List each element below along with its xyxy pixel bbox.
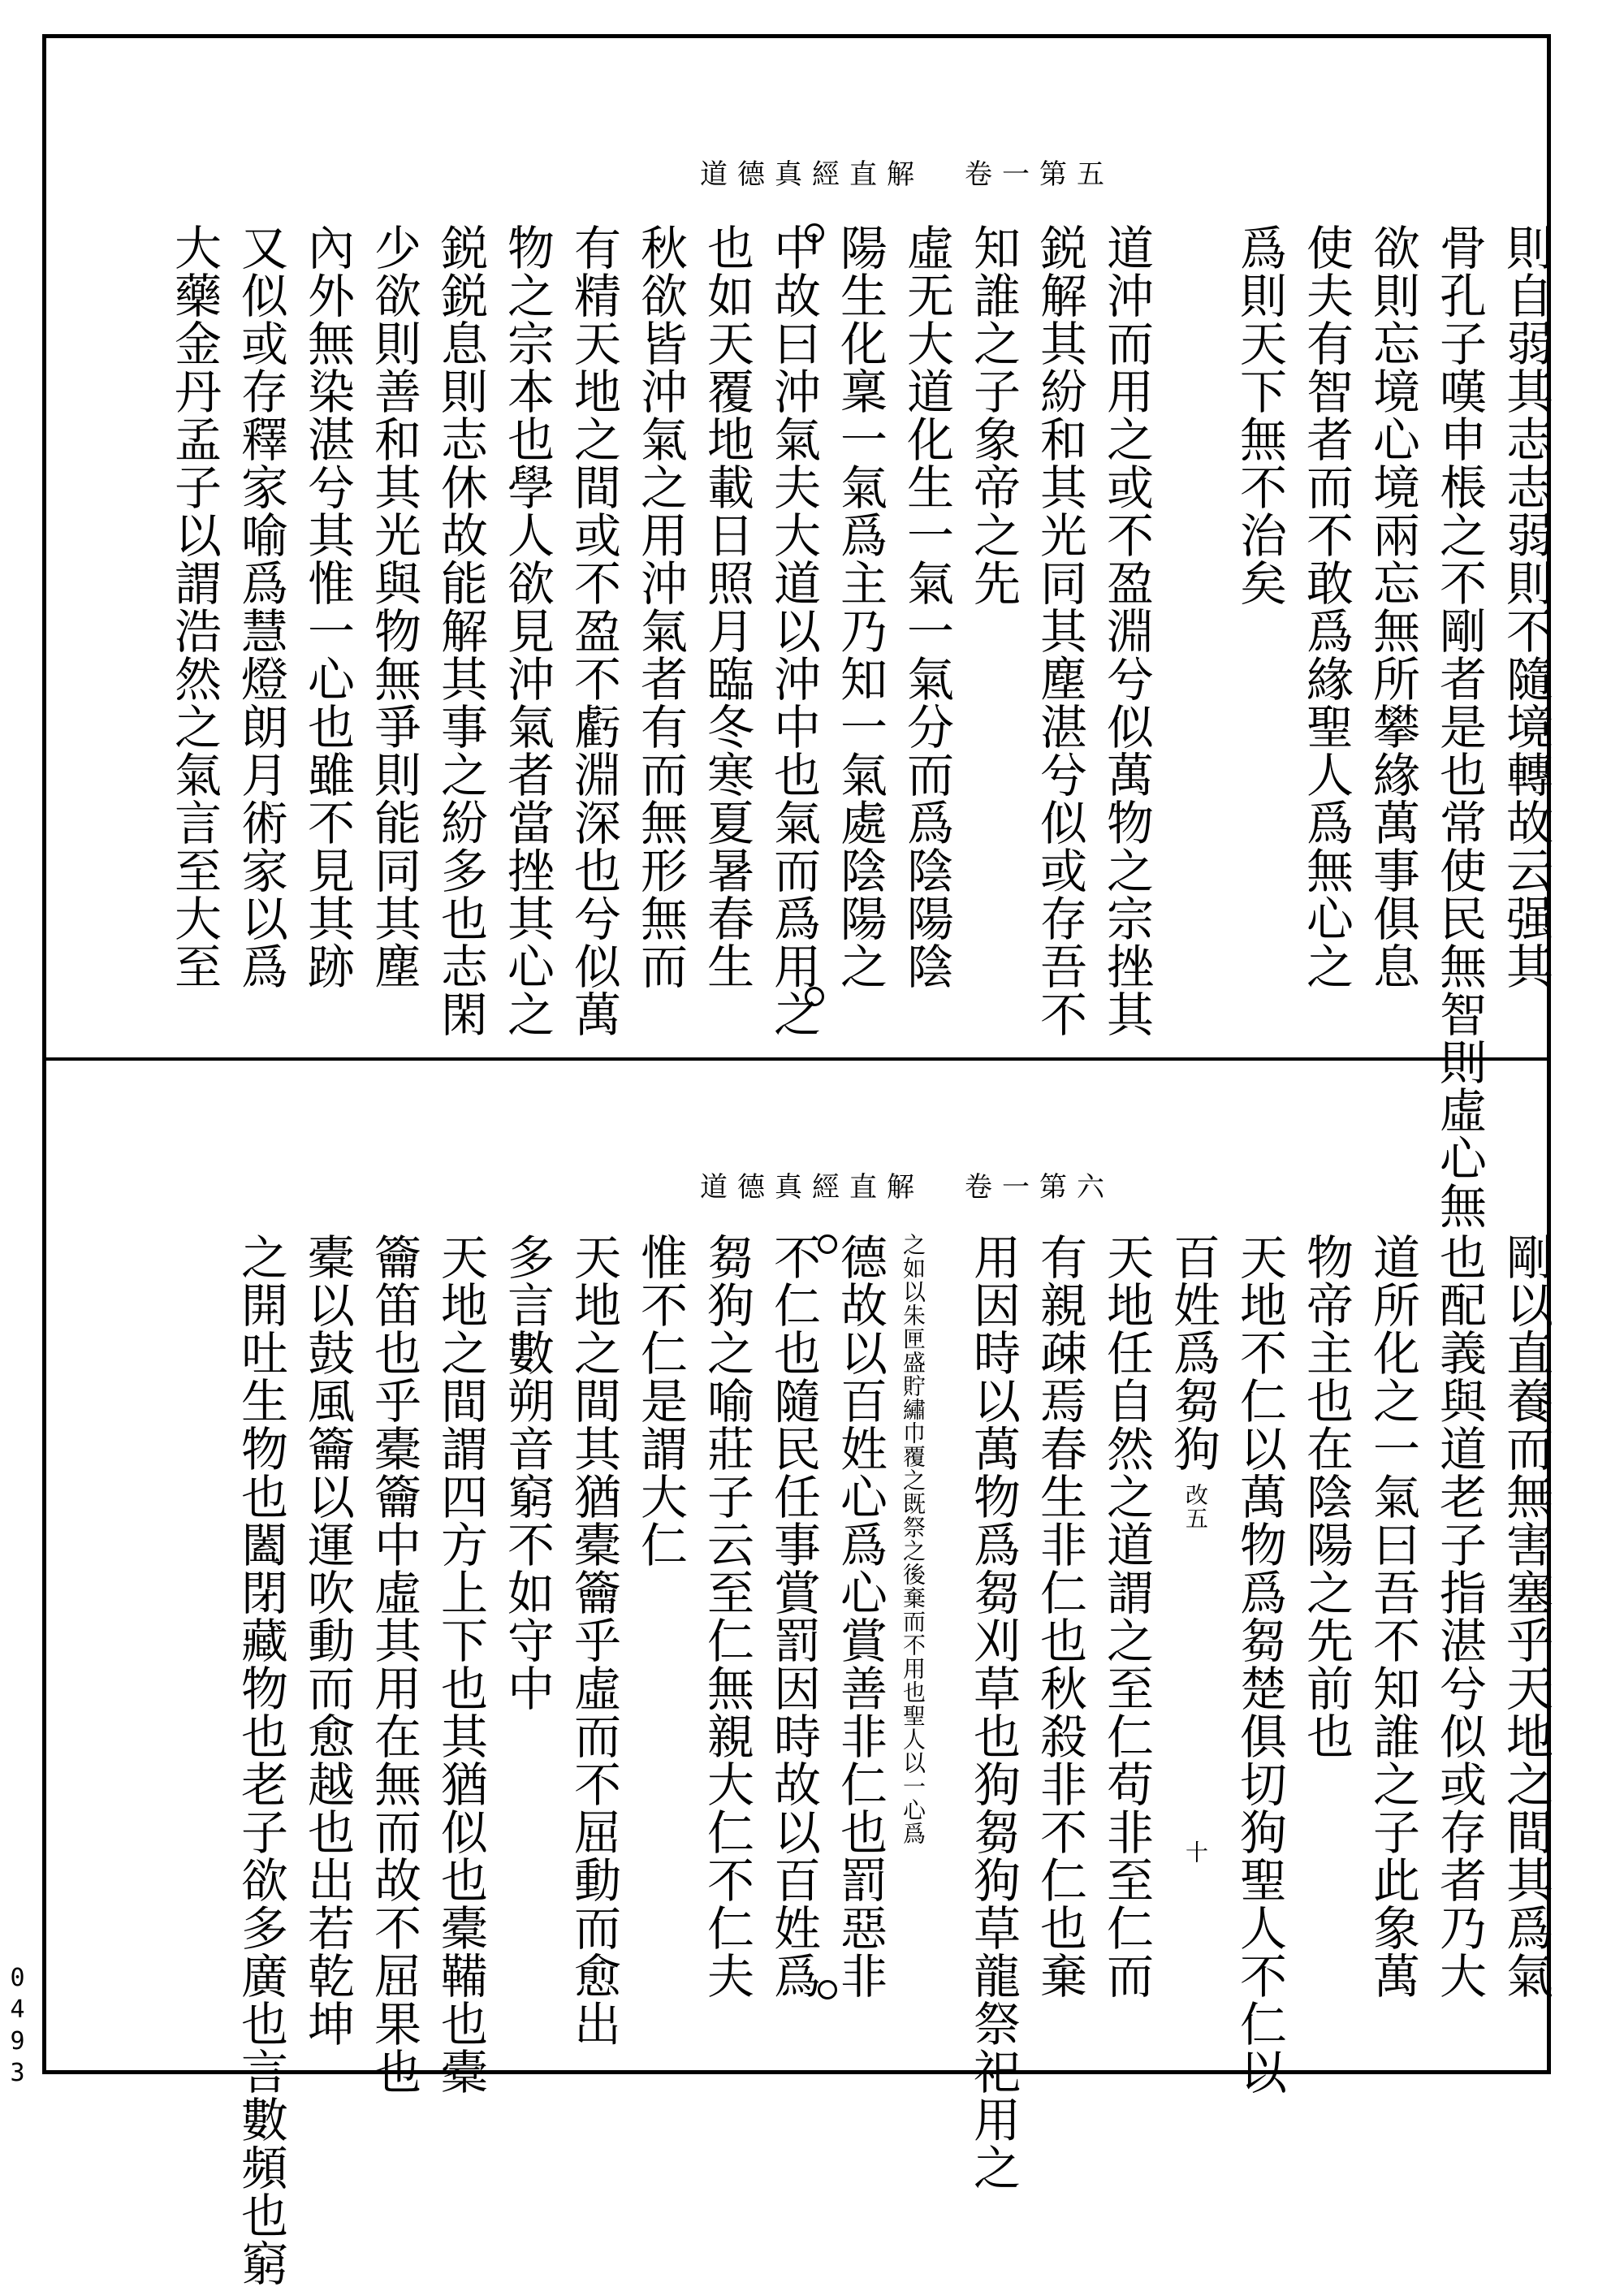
margin-note: 十 bbox=[1182, 1840, 1209, 1864]
top-column-19: 內外無染湛兮其惟一心也雖不見其跡 bbox=[300, 223, 355, 990]
top-column-13: 也如天覆地載日照月臨冬寒夏暑春生 bbox=[699, 223, 754, 990]
top-column-15: 有精天地之間或不盈不虧淵深也兮似萬 bbox=[566, 223, 621, 1038]
bottom-column-12: 不仁也隨民任事賞罰因時故以百姓爲 bbox=[766, 1233, 821, 2000]
top-page-header bbox=[663, 152, 1151, 192]
section-circle-mark bbox=[805, 987, 824, 1006]
bottom-column-11: 德故以百姓心爲心賞善非仁也罰惡非 bbox=[832, 1233, 888, 2000]
bottom-column-8: 有親疎焉春生非仁也秋殺非不仁也棄 bbox=[1032, 1233, 1087, 2000]
bottom-column-4: 物帝主也在陰陽之先前也 bbox=[1298, 1233, 1354, 1760]
section-circle-mark bbox=[805, 223, 824, 243]
bottom-column-10: 之如以朱匣盛貯繡巾覆之既祭之後棄而不用也聖人以一心爲 bbox=[900, 1233, 926, 1845]
margin-note: 改五 bbox=[1182, 1483, 1209, 1530]
bottom-header-volume: 卷一第六 bbox=[965, 1171, 1114, 1204]
top-column-11: 陽生化稟一氣爲主乃知一氣處陰陽之 bbox=[832, 223, 888, 990]
top-column-2: 骨孔子嘆申棖之不剛者是也常使民無智則虛心無 bbox=[1432, 223, 1487, 1230]
bottom-column-9: 用因時以萬物爲芻刈草也狗芻狗草龍祭祀用之 bbox=[965, 1233, 1021, 2191]
top-column-21: 大藥金丹孟子以謂浩然之氣言至大至 bbox=[166, 223, 222, 990]
top-header-title: 道德真經直解 bbox=[700, 158, 924, 191]
page-number: 0493 bbox=[3, 1964, 32, 2090]
top-column-12: 中故曰沖氣夫大道以沖中也氣而爲用之 bbox=[766, 223, 821, 1038]
bottom-column-14: 惟不仁是謂大仁 bbox=[633, 1233, 688, 1568]
top-header-volume: 卷一第五 bbox=[965, 158, 1114, 191]
bottom-column-17: 天地之間謂四方上下也其猶似也橐鞴也橐 bbox=[433, 1233, 488, 2095]
bottom-column-6: 百姓爲芻狗 bbox=[1165, 1233, 1220, 1472]
bottom-page-panel bbox=[46, 1061, 1553, 2287]
top-column-8: 鋭解其紛和其光同其塵湛兮似或存吾不 bbox=[1032, 223, 1087, 1038]
top-column-18: 少欲則善和其光與物無爭則能同其塵 bbox=[366, 223, 421, 990]
top-column-4: 使夫有智者而不敢爲緣聖人爲無心之 bbox=[1298, 223, 1354, 990]
top-column-17: 鋭鋭息則志休故能解其事之紛多也志閑 bbox=[433, 223, 488, 1038]
top-column-1: 則自弱其志志弱則不隨境轉故云强其 bbox=[1498, 223, 1553, 990]
bottom-column-1: 剛以直養而無害塞乎天地之間其爲氣 bbox=[1498, 1233, 1553, 2000]
top-column-9: 知誰之子象帝之先 bbox=[965, 223, 1021, 607]
bottom-column-7: 天地任自然之道謂之至仁苟非至仁而 bbox=[1099, 1233, 1154, 2000]
bottom-column-16: 多言數朔音窮不如守中 bbox=[499, 1233, 555, 1712]
bottom-column-15: 天地之間其猶橐籥乎虛而不屈動而愈出 bbox=[566, 1233, 621, 2047]
bottom-column-5: 天地不仁以萬物爲芻楚俱切狗聖人不仁以 bbox=[1232, 1233, 1287, 2095]
top-column-5: 爲則天下無不治矣 bbox=[1232, 223, 1287, 607]
bottom-column-18: 籥笛也乎橐籥中虛其用在無而故不屈果也 bbox=[366, 1233, 421, 2095]
top-column-7: 道沖而用之或不盈淵兮似萬物之宗挫其 bbox=[1099, 223, 1154, 1038]
bottom-column-2: 也配義與道老子指湛兮似或存者乃大 bbox=[1432, 1233, 1487, 2000]
bottom-page-header bbox=[663, 1165, 1151, 1204]
bottom-header-title: 道德真經直解 bbox=[700, 1171, 924, 1204]
top-column-14: 秋欲皆沖氣之用沖氣者有而無形無而 bbox=[633, 223, 688, 990]
section-circle-mark bbox=[818, 1234, 837, 1254]
top-column-3: 欲則忘境心境兩忘無所攀緣萬事俱息 bbox=[1365, 223, 1420, 990]
top-column-20: 又似或存釋家喻爲慧燈朗月術家以爲 bbox=[233, 223, 288, 990]
top-column-10: 虛无大道化生一氣一氣分而爲陰陽陰 bbox=[899, 223, 954, 990]
bottom-column-20: 之開吐生物也闔閉藏物也老子欲多廣也言數頻也窮 bbox=[233, 1233, 288, 2287]
section-circle-mark bbox=[818, 1980, 837, 2000]
bottom-column-3: 道所化之一氣曰吾不知誰之子此象萬 bbox=[1365, 1233, 1420, 2000]
bottom-column-19: 橐以鼓風籥以運吹動而愈越也出若乾坤 bbox=[300, 1233, 355, 2047]
top-column-16: 物之宗本也學人欲見沖氣者當挫其心之 bbox=[499, 223, 555, 1038]
bottom-column-13: 芻狗之喻莊子云至仁無親大仁不仁夫 bbox=[699, 1233, 754, 2000]
